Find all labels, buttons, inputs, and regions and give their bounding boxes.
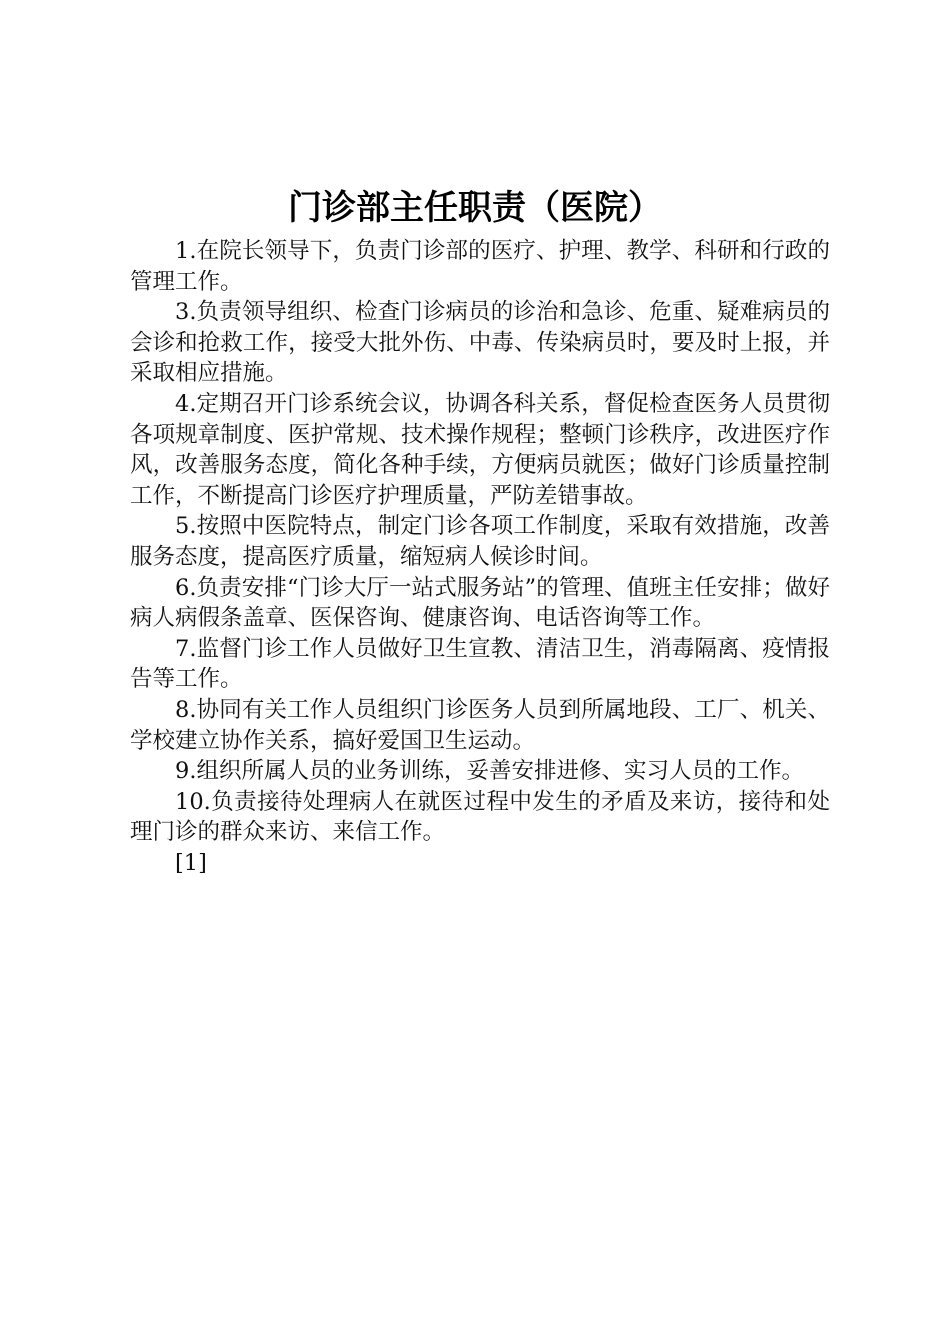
paragraph-item-4: 4.定期召开门诊系统会议，协调各科关系，督促检查医务人员贯彻各项规章制度、医护常规、技术操作规程；整顿门诊秩序，改进医疗作风，改善服务态度，简化各种手续，方便病员就医；做好门诊质量控制工作，不断提高门诊医疗护理质量，严防差错事故。 <box>130 390 830 509</box>
paragraph-item-7: 7.监督门诊工作人员做好卫生宣教、清洁卫生，消毒隔离、疫情报告等工作。 <box>130 635 830 693</box>
paragraph-item-3: 3.负责领导组织、检查门诊病员的诊治和急诊、危重、疑难病员的会诊和抢救工作，接受大批外伤、中毒、传染病员时，要及时上报，并采取相应措施。 <box>130 299 830 387</box>
paragraph-item-8: 8.协同有关工作人员组织门诊医务人员到所属地段、工厂、机关、学校建立协作关系，搞好爱国卫生运动。 <box>130 696 830 754</box>
paragraph-item-5: 5.按照中医院特点，制定门诊各项工作制度，采取有效措施，改善服务态度，提高医疗质量，缩短病人候诊时间。 <box>130 513 830 570</box>
paragraph-item-10: 10.负责接待处理病人在就医过程中发生的矛盾及来访，接待和处理门诊的群众来访、来信工作。 <box>130 788 830 846</box>
paragraph-item-6: 6.负责安排“门诊大厅一站式服务站”的管理、值班主任安排；做好病人病假条盖章、医保咨询、健康咨询、电话咨询等工作。 <box>130 574 830 632</box>
reference-marker: [1] <box>175 849 207 876</box>
page-title: 门诊部主任职责（医院） <box>288 188 662 228</box>
paragraph-item-1: 1.在院长领导下，负责门诊部的医疗、护理、教学、科研和行政的管理工作。 <box>130 238 830 295</box>
document-body <box>130 236 830 878</box>
paragraph-item-9: 9.组织所属人员的业务训练，妥善安排进修、实习人员的工作。 <box>175 758 804 785</box>
